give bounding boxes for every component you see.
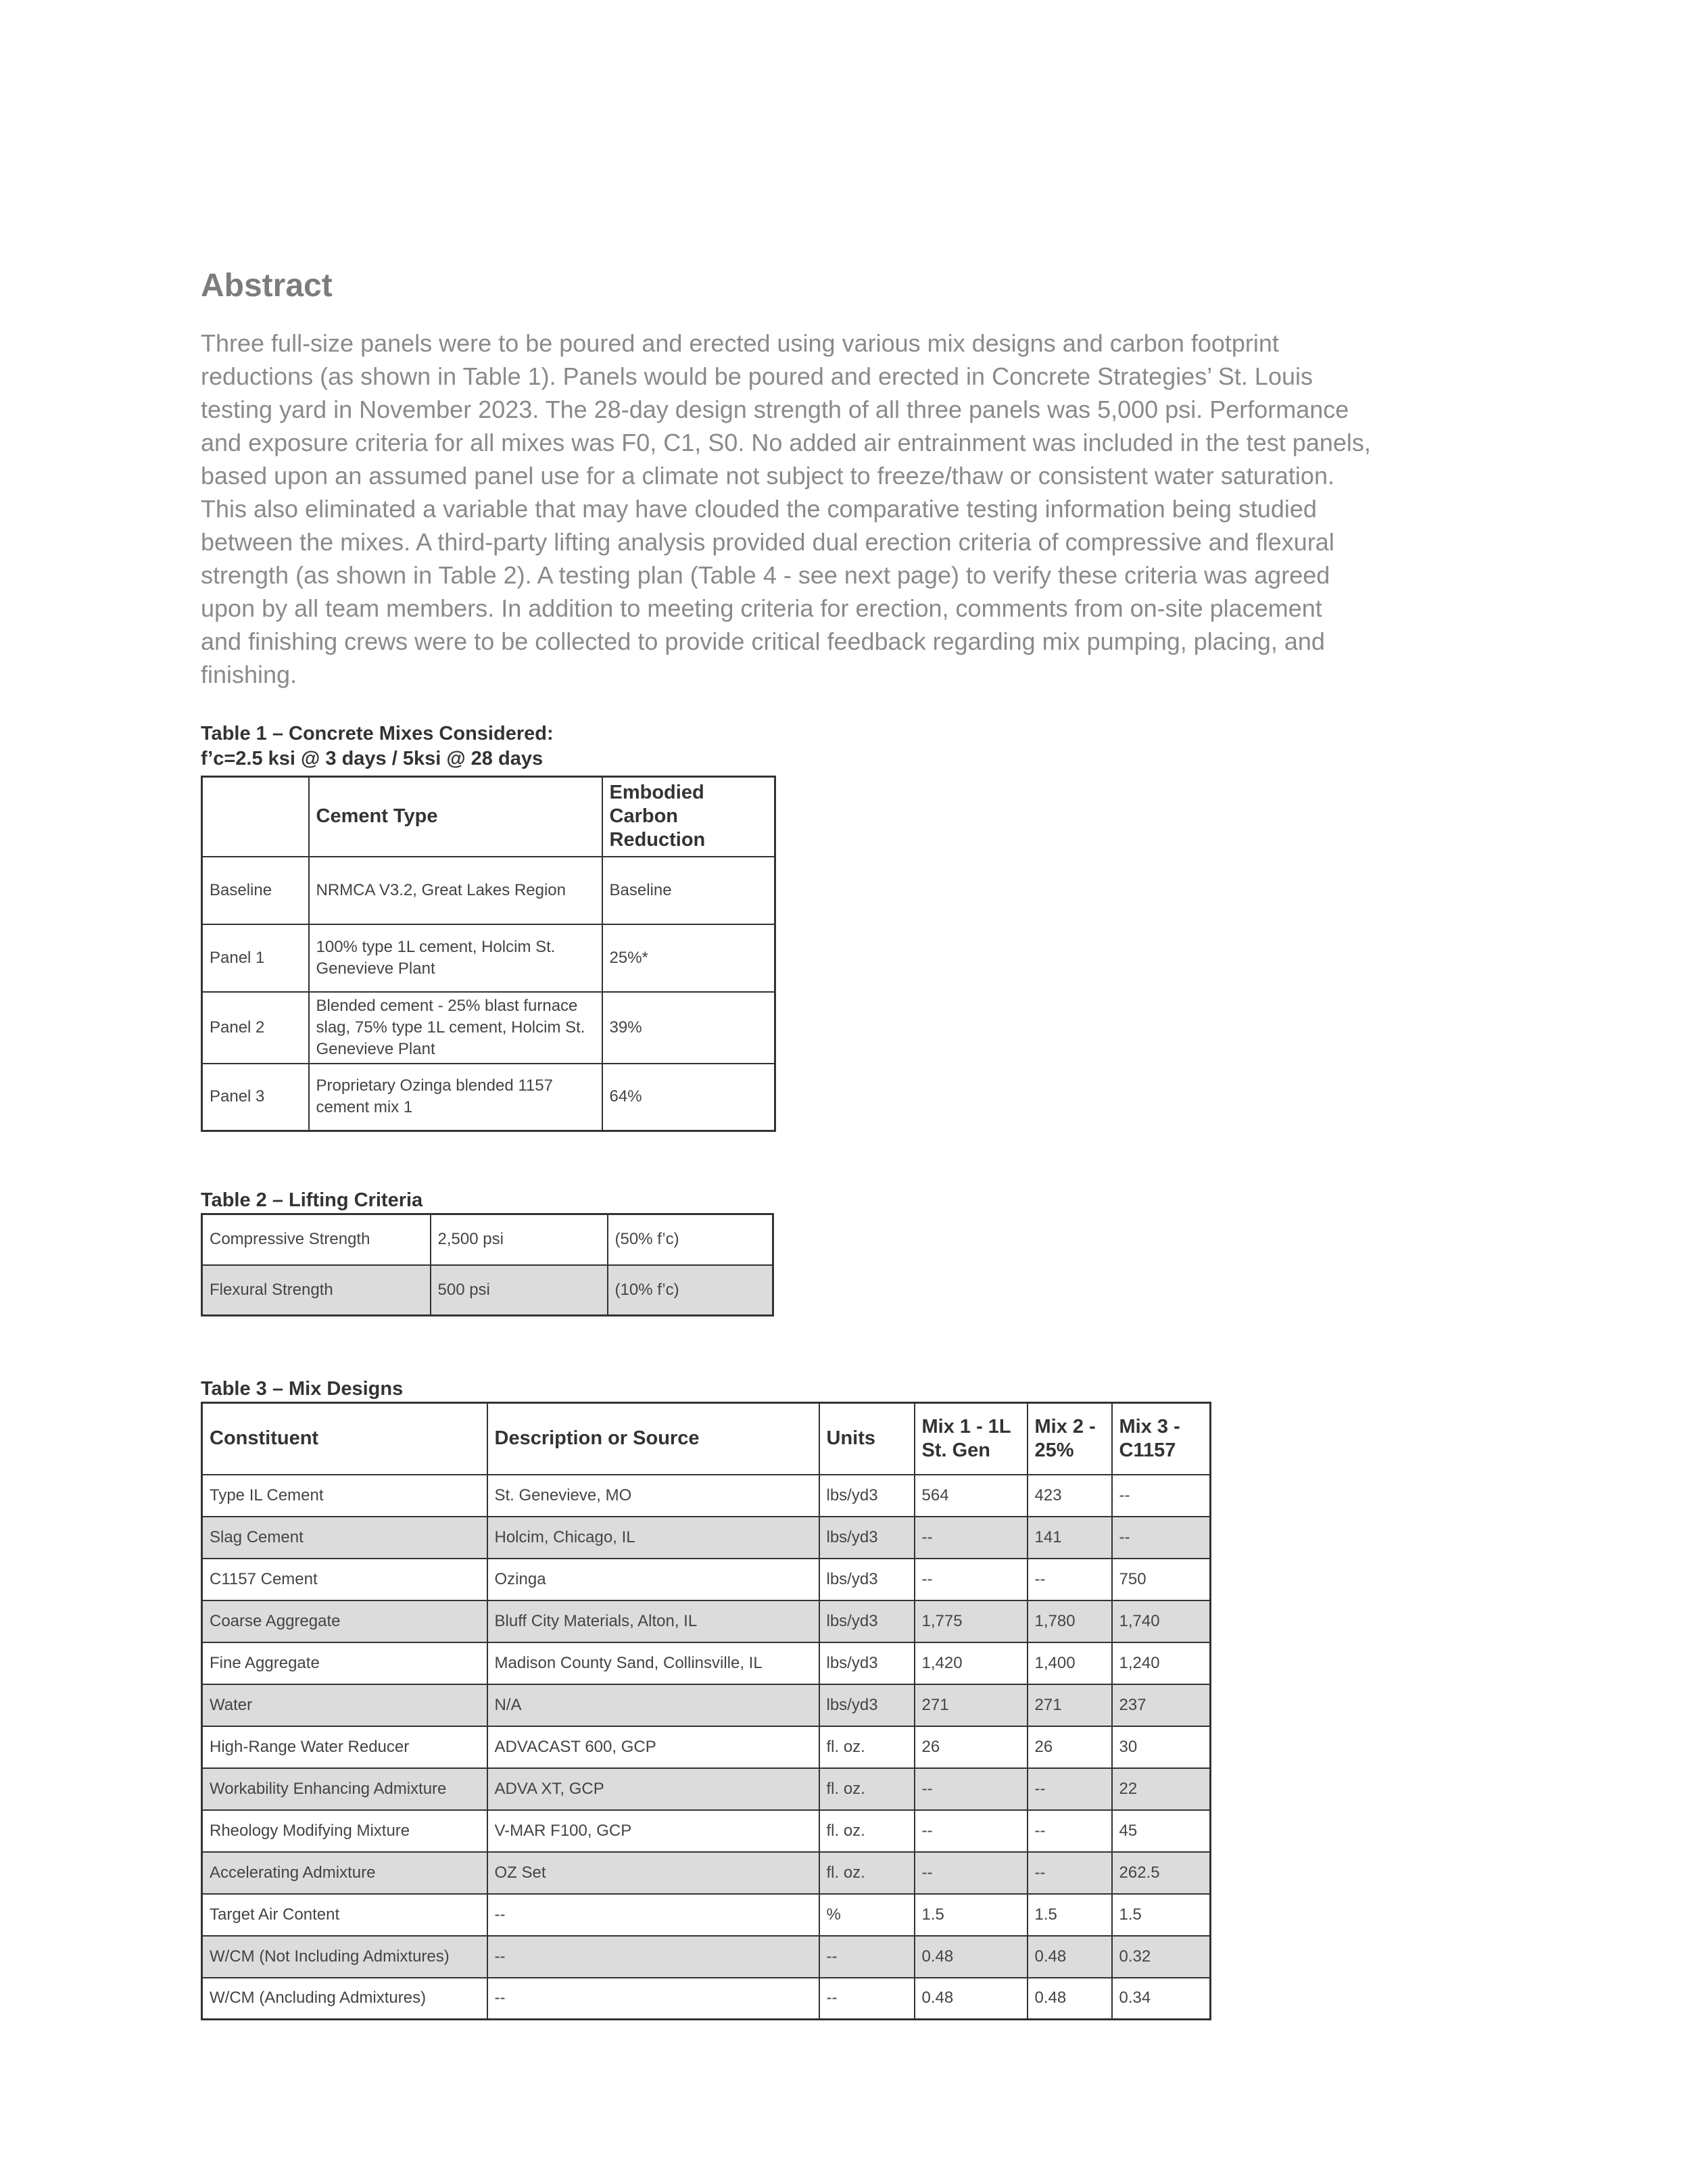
table-cell: 0.32 bbox=[1112, 1936, 1211, 1978]
table-header-row bbox=[202, 777, 775, 857]
table-cell: 1,400 bbox=[1028, 1642, 1112, 1684]
table-cell: C1157 Cement bbox=[202, 1559, 487, 1600]
table-cell: -- bbox=[1028, 1559, 1112, 1600]
table-cell: V-MAR F100, GCP bbox=[487, 1810, 819, 1852]
table-cell: 0.34 bbox=[1112, 1978, 1211, 2020]
table-cell: 750 bbox=[1112, 1559, 1211, 1600]
abstract-line: upon by all team members. In addition to meeting criteria for erection, comments from on-site placement bbox=[201, 594, 1322, 622]
table-row bbox=[202, 1768, 1211, 1810]
table2-caption: Table 2 – Lifting Criteria bbox=[201, 1189, 423, 1211]
table-cell: -- bbox=[487, 1894, 819, 1936]
table-cell: 1.5 bbox=[1028, 1894, 1112, 1936]
table-cell: Target Air Content bbox=[202, 1894, 487, 1936]
table-cell: -- bbox=[1112, 1475, 1211, 1517]
table1-caption-line2: f’c=2.5 ksi @ 3 days / 5ksi @ 28 days bbox=[201, 748, 544, 769]
table-cell: 271 bbox=[915, 1684, 1028, 1726]
table-cell: -- bbox=[915, 1852, 1028, 1894]
table-cell: Rheology Modifying Mixture bbox=[202, 1810, 487, 1852]
table-row bbox=[202, 1214, 773, 1265]
table-cell: 271 bbox=[1028, 1684, 1112, 1726]
table-cell: 64% bbox=[602, 1064, 775, 1131]
table3-header-constituent: Constituent bbox=[202, 1403, 487, 1475]
table-cell: Holcim, Chicago, IL bbox=[487, 1517, 819, 1559]
abstract-line: based upon an assumed panel use for a climate not subject to freeze/thaw or consistent water saturation. bbox=[201, 462, 1334, 490]
table-cell: 423 bbox=[1028, 1475, 1112, 1517]
table-cell: OZ Set bbox=[487, 1852, 819, 1894]
table-cell: Panel 3 bbox=[202, 1064, 309, 1131]
table-cell: Compressive Strength bbox=[202, 1214, 431, 1265]
table-cell: fl. oz. bbox=[819, 1852, 915, 1894]
abstract-line: Three full-size panels were to be poured and erected using various mix designs and carbon footprint bbox=[201, 329, 1279, 357]
table-cell: 564 bbox=[915, 1475, 1028, 1517]
abstract-heading: Abstract bbox=[201, 268, 333, 304]
table-cell: 262.5 bbox=[1112, 1852, 1211, 1894]
table-cell: 0.48 bbox=[1028, 1936, 1112, 1978]
table-cell: 500 psi bbox=[431, 1265, 608, 1316]
table-cell: -- bbox=[915, 1517, 1028, 1559]
abstract-line: and exposure criteria for all mixes was F0, C1, S0. No added air entrainment was included in the test panels, bbox=[201, 429, 1371, 456]
table-cell: 1,780 bbox=[1028, 1600, 1112, 1642]
table-cell: 237 bbox=[1112, 1684, 1211, 1726]
table-cell: Slag Cement bbox=[202, 1517, 487, 1559]
table3-header-mix1: Mix 1 - 1L St. Gen bbox=[915, 1403, 1028, 1475]
table-cell: -- bbox=[819, 1978, 915, 2020]
table-cell: 0.48 bbox=[1028, 1978, 1112, 2020]
table1-header-blank bbox=[202, 777, 309, 857]
table-cell: Baseline bbox=[202, 857, 309, 924]
abstract-line: between the mixes. A third-party lifting analysis provided dual erection criteria of compressive and flexural bbox=[201, 528, 1334, 556]
table3-header-mix3: Mix 3 - C1157 bbox=[1112, 1403, 1211, 1475]
table-cell: ADVA XT, GCP bbox=[487, 1768, 819, 1810]
lifting-criteria-table bbox=[201, 1213, 774, 1316]
table-cell: Water bbox=[202, 1684, 487, 1726]
table-row bbox=[202, 1810, 1211, 1852]
table-cell: High-Range Water Reducer bbox=[202, 1726, 487, 1768]
table-cell: % bbox=[819, 1894, 915, 1936]
table-cell: -- bbox=[487, 1978, 819, 2020]
table-header-row bbox=[202, 1403, 1211, 1475]
table3-header-mix2: Mix 2 - 25% bbox=[1028, 1403, 1112, 1475]
abstract-line: testing yard in November 2023. The 28-day design strength of all three panels was 5,000 psi. Performance bbox=[201, 396, 1349, 423]
table-cell: 30 bbox=[1112, 1726, 1211, 1768]
table-cell: -- bbox=[1028, 1852, 1112, 1894]
table-cell: Bluff City Materials, Alton, IL bbox=[487, 1600, 819, 1642]
table-cell: (10% f’c) bbox=[608, 1265, 773, 1316]
table-cell: Ozinga bbox=[487, 1559, 819, 1600]
table-cell: 26 bbox=[915, 1726, 1028, 1768]
abstract-line: reductions (as shown in Table 1). Panels would be poured and erected in Concrete Strategies’ St. Louis bbox=[201, 362, 1313, 390]
table-cell: lbs/yd3 bbox=[819, 1600, 915, 1642]
table-cell: W/CM (Not Including Admixtures) bbox=[202, 1936, 487, 1978]
table-cell: -- bbox=[915, 1810, 1028, 1852]
table-cell: lbs/yd3 bbox=[819, 1517, 915, 1559]
table-cell: Fine Aggregate bbox=[202, 1642, 487, 1684]
table-cell: Madison County Sand, Collinsville, IL bbox=[487, 1642, 819, 1684]
table-cell: W/CM (Ancluding Admixtures) bbox=[202, 1978, 487, 2020]
table-cell: -- bbox=[1112, 1517, 1211, 1559]
table-row bbox=[202, 1064, 775, 1131]
table1-caption bbox=[201, 721, 554, 771]
table-row bbox=[202, 1517, 1211, 1559]
table-row bbox=[202, 1936, 1211, 1978]
table-cell: fl. oz. bbox=[819, 1810, 915, 1852]
table1-header-cement-type: Cement Type bbox=[309, 777, 602, 857]
table-cell: 141 bbox=[1028, 1517, 1112, 1559]
table-cell: lbs/yd3 bbox=[819, 1475, 915, 1517]
table-cell: lbs/yd3 bbox=[819, 1559, 915, 1600]
table-row bbox=[202, 1894, 1211, 1936]
table-row bbox=[202, 1559, 1211, 1600]
table-cell: 45 bbox=[1112, 1810, 1211, 1852]
table-cell: 22 bbox=[1112, 1768, 1211, 1810]
table-cell: Panel 2 bbox=[202, 992, 309, 1064]
abstract-line: and finishing crews were to be collected to provide critical feedback regarding mix pumping, placing, and bbox=[201, 627, 1325, 655]
abstract-line: This also eliminated a variable that may have clouded the comparative testing information being studied bbox=[201, 495, 1317, 523]
table-cell: 1,240 bbox=[1112, 1642, 1211, 1684]
abstract-line: strength (as shown in Table 2). A testing plan (Table 4 - see next page) to verify these criteria was agreed bbox=[201, 561, 1330, 589]
table-row bbox=[202, 1265, 773, 1316]
table-cell: -- bbox=[487, 1936, 819, 1978]
mix-designs-table bbox=[201, 1402, 1211, 2020]
table-cell: 25%* bbox=[602, 924, 775, 992]
table-row bbox=[202, 857, 775, 924]
table-cell: lbs/yd3 bbox=[819, 1684, 915, 1726]
table-row bbox=[202, 1642, 1211, 1684]
table-cell: fl. oz. bbox=[819, 1768, 915, 1810]
table-cell: Workability Enhancing Admixture bbox=[202, 1768, 487, 1810]
table-cell: NRMCA V3.2, Great Lakes Region bbox=[309, 857, 602, 924]
table3-header-description: Description or Source bbox=[487, 1403, 819, 1475]
table-cell: 1,420 bbox=[915, 1642, 1028, 1684]
table-cell: -- bbox=[1028, 1768, 1112, 1810]
table-cell: Flexural Strength bbox=[202, 1265, 431, 1316]
table-row bbox=[202, 1684, 1211, 1726]
abstract-body bbox=[201, 327, 1485, 691]
table-row bbox=[202, 1978, 1211, 2020]
table-cell: St. Genevieve, MO bbox=[487, 1475, 819, 1517]
table-cell: ADVACAST 600, GCP bbox=[487, 1726, 819, 1768]
table-cell: Type IL Cement bbox=[202, 1475, 487, 1517]
table-cell: 1,740 bbox=[1112, 1600, 1211, 1642]
table-cell: 1.5 bbox=[915, 1894, 1028, 1936]
table-cell: -- bbox=[915, 1559, 1028, 1600]
table1-caption-line1: Table 1 – Concrete Mixes Considered: bbox=[201, 723, 554, 744]
table-row bbox=[202, 924, 775, 992]
table1-header-carbon-reduction: Embodied Carbon Reduction bbox=[602, 777, 775, 857]
table-cell: Proprietary Ozinga blended 1157 cement mix 1 bbox=[309, 1064, 602, 1131]
table-cell: 39% bbox=[602, 992, 775, 1064]
table-row bbox=[202, 1475, 1211, 1517]
abstract-line: finishing. bbox=[201, 661, 297, 688]
table-cell: Panel 1 bbox=[202, 924, 309, 992]
table-cell: N/A bbox=[487, 1684, 819, 1726]
table-row bbox=[202, 1726, 1211, 1768]
table-cell: 0.48 bbox=[915, 1936, 1028, 1978]
table-cell: -- bbox=[819, 1936, 915, 1978]
table-cell: Coarse Aggregate bbox=[202, 1600, 487, 1642]
table-row bbox=[202, 992, 775, 1064]
table-cell: -- bbox=[915, 1768, 1028, 1810]
table3-caption: Table 3 – Mix Designs bbox=[201, 1378, 404, 1400]
table-cell: fl. oz. bbox=[819, 1726, 915, 1768]
table-cell: 26 bbox=[1028, 1726, 1112, 1768]
table-cell: 0.48 bbox=[915, 1978, 1028, 2020]
table-cell: 2,500 psi bbox=[431, 1214, 608, 1265]
table-cell: 1,775 bbox=[915, 1600, 1028, 1642]
table-cell: Baseline bbox=[602, 857, 775, 924]
table3-header-units: Units bbox=[819, 1403, 915, 1475]
table-cell: 100% type 1L cement, Holcim St. Genevieve Plant bbox=[309, 924, 602, 992]
table-cell: Blended cement - 25% blast furnace slag, 75% type 1L cement, Holcim St. Genevieve Plant bbox=[309, 992, 602, 1064]
table-cell: Accelerating Admixture bbox=[202, 1852, 487, 1894]
concrete-mixes-table bbox=[201, 776, 776, 1132]
table-cell: 1.5 bbox=[1112, 1894, 1211, 1936]
table-cell: -- bbox=[1028, 1810, 1112, 1852]
table-cell: (50% f’c) bbox=[608, 1214, 773, 1265]
table-row bbox=[202, 1600, 1211, 1642]
table-cell: lbs/yd3 bbox=[819, 1642, 915, 1684]
table-row bbox=[202, 1852, 1211, 1894]
